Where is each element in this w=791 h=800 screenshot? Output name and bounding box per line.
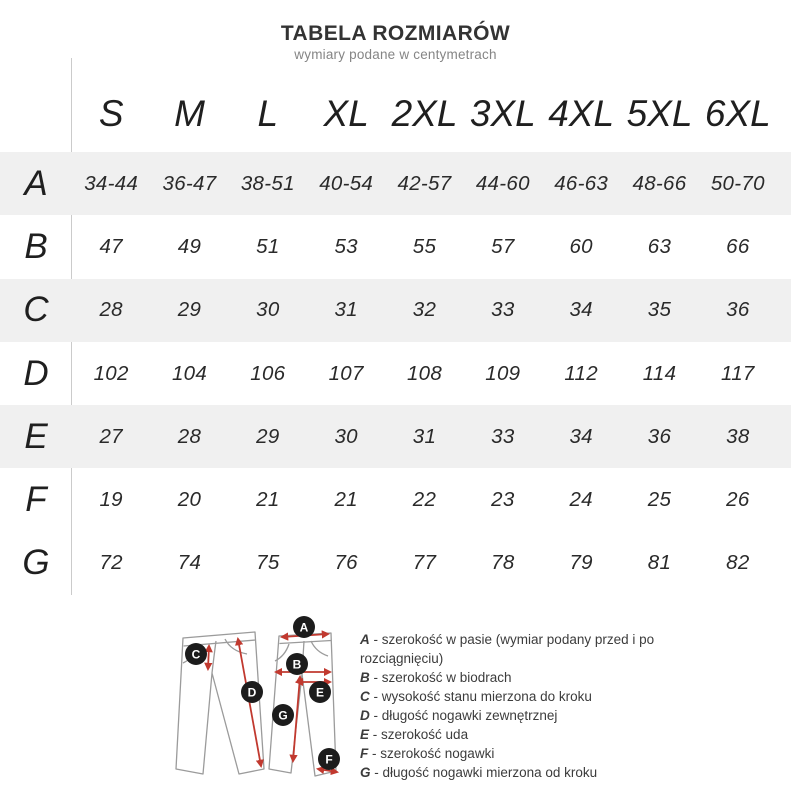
table-cell-D-L: 106: [250, 361, 286, 385]
table-cell-E-5XL: 36: [647, 424, 672, 448]
table-cell-A-2XL: 42-57: [397, 171, 452, 195]
table-cell-C-3XL: 33: [491, 298, 515, 322]
table-cell-F-5XL: 25: [647, 488, 672, 512]
column-header-S: S: [98, 93, 124, 134]
table-cell-D-M: 104: [171, 361, 208, 385]
column-header-XL: XL: [323, 93, 369, 134]
marker-D: [241, 681, 263, 703]
table-cell-A-5XL: 48-66: [632, 171, 687, 195]
table-cell-D-5XL: 114: [642, 361, 677, 385]
table-cell-F-6XL: 26: [726, 488, 750, 512]
table-row-A: [0, 152, 791, 215]
legend-item-C: [360, 687, 678, 706]
table-cell-B-XL: 53: [334, 234, 358, 258]
row-label-C: C: [23, 290, 49, 330]
legend-item-text: - długość nogawki zewnętrznej: [373, 708, 558, 723]
table-cell-A-S: 34-44: [84, 171, 139, 195]
table-row-F: [0, 468, 791, 531]
table-cell-G-6XL: 82: [726, 551, 750, 575]
table-cell-C-M: 29: [177, 298, 202, 322]
legend-item-text: - wysokość stanu mierzona do kroku: [373, 689, 592, 704]
table-cell-E-L: 29: [256, 424, 280, 448]
table-cell-G-4XL: 79: [569, 551, 593, 575]
table-cell-E-M: 28: [177, 424, 202, 448]
legend-item-text: - szerokość w biodrach: [373, 670, 512, 685]
table-cell-G-L: 75: [256, 551, 280, 575]
table-cell-C-L: 30: [256, 298, 280, 322]
legend-item-letter: B: [360, 670, 370, 685]
table-cell-B-L: 51: [256, 234, 280, 258]
table-cell-E-4XL: 34: [569, 424, 593, 448]
legend-item-letter: G: [360, 765, 371, 780]
legend-item-letter: F: [360, 746, 369, 761]
table-cell-B-2XL: 55: [412, 234, 437, 258]
table-cell-C-S: 28: [99, 298, 123, 322]
legend-item-letter: A: [360, 632, 370, 647]
table-cell-D-6XL: 117: [721, 361, 755, 385]
table-cell-C-XL: 31: [334, 298, 358, 322]
table-cell-A-3XL: 44-60: [475, 171, 530, 195]
size-table: [0, 60, 791, 595]
marker-C-letter: C: [191, 647, 201, 662]
row-label-D: D: [23, 353, 49, 393]
marker-G: [272, 704, 294, 726]
table-cell-E-6XL: 38: [726, 424, 750, 448]
table-cell-A-M: 36-47: [162, 171, 217, 195]
table-row-G: [0, 532, 791, 595]
row-label-F: F: [25, 480, 47, 520]
marker-D-letter: D: [247, 685, 257, 700]
table-cell-F-3XL: 23: [491, 488, 515, 512]
table-cell-C-4XL: 34: [569, 298, 593, 322]
table-cell-D-4XL: 112: [564, 361, 598, 385]
legend-item-text: - szerokość w pasie (wymiar podany przed i po rozciągnięciu): [360, 632, 655, 666]
row-label-E: E: [24, 416, 48, 456]
table-cell-B-5XL: 63: [647, 234, 672, 258]
marker-E: [309, 681, 331, 703]
table-cell-A-XL: 40-54: [319, 171, 374, 195]
table-row-E: [0, 405, 791, 468]
legend-item-F: [360, 744, 678, 763]
table-cell-C-6XL: 36: [726, 298, 750, 322]
table-cell-C-2XL: 32: [412, 298, 437, 322]
table-cell-G-5XL: 81: [647, 551, 672, 575]
table-cell-B-4XL: 60: [569, 234, 593, 258]
table-cell-G-2XL: 77: [412, 551, 437, 575]
table-cell-F-L: 21: [256, 488, 280, 512]
legend-item-letter: D: [360, 708, 370, 723]
marker-F-letter: F: [325, 752, 333, 767]
table-cell-F-XL: 21: [334, 488, 358, 512]
table-cell-D-XL: 107: [328, 361, 364, 385]
row-label-G: G: [22, 543, 50, 583]
marker-G-letter: G: [278, 708, 288, 723]
marker-E-letter: E: [315, 685, 325, 700]
legend-list: [360, 630, 678, 782]
legend-item-text: - szerokość nogawki: [372, 746, 495, 761]
table-cell-A-L: 38-51: [240, 171, 295, 195]
table-cell-G-S: 72: [99, 551, 123, 575]
table-cell-E-2XL: 31: [412, 424, 437, 448]
column-header-L: L: [257, 93, 279, 134]
table-body: [0, 152, 791, 595]
table-row-C: [0, 279, 791, 342]
table-cell-A-4XL: 46-63: [554, 171, 609, 195]
table-cell-F-2XL: 22: [412, 488, 437, 512]
table-cell-G-XL: 76: [334, 551, 358, 575]
column-header-5XL: 5XL: [626, 93, 693, 134]
marker-C: [185, 643, 207, 665]
marker-A-letter: A: [299, 620, 309, 635]
table-cell-G-3XL: 78: [491, 551, 515, 575]
legend-item-text: - szerokość uda: [372, 727, 469, 742]
table-cell-B-3XL: 57: [491, 234, 515, 258]
legend-item-D: [360, 706, 678, 725]
legend-item-letter: E: [360, 727, 370, 742]
marker-B: [286, 653, 308, 675]
table-cell-E-XL: 30: [334, 424, 358, 448]
marker-F: [318, 748, 340, 770]
page-title: TABELA ROZMIARÓW: [280, 22, 511, 45]
table-cell-E-3XL: 33: [491, 424, 515, 448]
table-cell-G-M: 74: [177, 551, 202, 575]
table-cell-C-5XL: 35: [647, 298, 672, 322]
table-row-B: [0, 215, 791, 278]
legend-item-G: [360, 763, 678, 782]
legend-item-text: - długość nogawki mierzona od kroku: [374, 765, 598, 780]
row-label-B: B: [24, 226, 48, 266]
table-cell-B-S: 47: [99, 234, 123, 258]
table-cell-F-4XL: 24: [569, 488, 593, 512]
table-row-D: [0, 342, 791, 405]
measure-arrow-C: [208, 646, 209, 669]
column-header-2XL: 2XL: [391, 93, 458, 134]
column-header-3XL: 3XL: [469, 93, 536, 134]
table-header-row: [0, 60, 791, 152]
marker-A: [293, 616, 315, 638]
table-cell-D-3XL: 109: [485, 361, 521, 385]
legend-item-A: [360, 630, 678, 668]
marker-B-letter: B: [292, 657, 302, 672]
table-cell-F-M: 20: [177, 488, 202, 512]
table-cell-B-6XL: 66: [726, 234, 750, 258]
page-subtitle: wymiary podane w centymetrach: [294, 47, 497, 62]
pants-measurement-diagram: [163, 606, 375, 800]
table-cell-D-S: 102: [93, 361, 129, 385]
legend-item-letter: C: [360, 689, 370, 704]
column-header-M: M: [174, 93, 205, 134]
table-cell-D-2XL: 108: [406, 361, 443, 385]
column-header-4XL: 4XL: [548, 93, 615, 134]
table-cell-E-S: 27: [99, 424, 123, 448]
table-cell-F-S: 19: [99, 488, 123, 512]
legend-item-E: [360, 725, 678, 744]
table-cell-B-M: 49: [177, 234, 202, 258]
title-block: [0, 22, 791, 62]
legend-item-B: [360, 668, 678, 687]
row-label-A: A: [24, 163, 48, 203]
table-cell-A-6XL: 50-70: [710, 171, 765, 195]
column-header-6XL: 6XL: [704, 93, 771, 134]
